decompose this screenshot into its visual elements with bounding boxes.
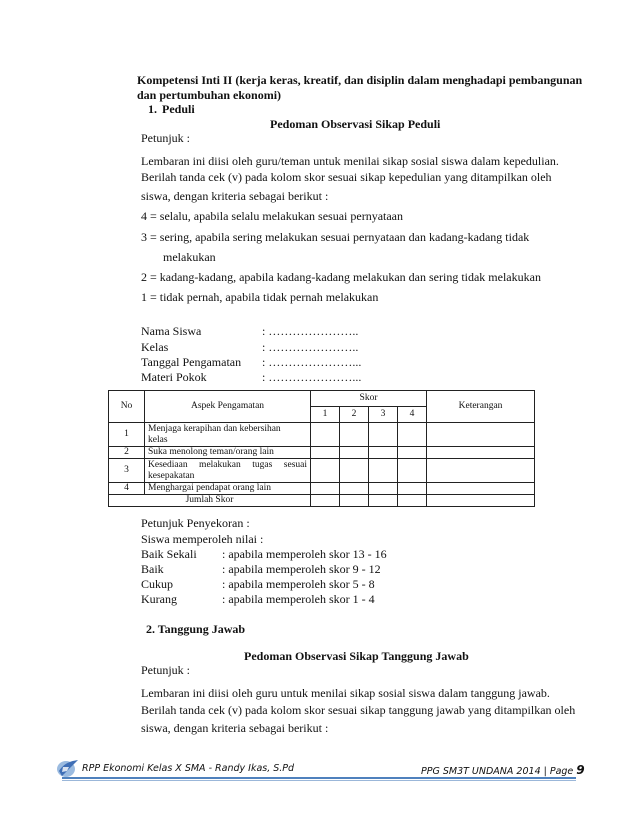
row-aspek: Menghargai pendapat orang lain	[145, 483, 311, 495]
total-keterangan-cell[interactable]	[427, 495, 535, 507]
total-label: Jumlah Skor	[109, 495, 311, 507]
grade-baik-rule: : apabila memperoleh skor 9 - 12	[222, 562, 381, 576]
score-cell[interactable]	[369, 447, 398, 459]
row-aspek-line2: kelas	[148, 434, 168, 445]
grade-baik-sekali: Baik Sekali	[141, 547, 197, 561]
footer-logo-icon	[56, 757, 80, 779]
identity-value-nama: : …………………..	[262, 324, 359, 338]
row-no: 1	[109, 423, 145, 447]
skor-col-2: 2	[340, 407, 369, 423]
identity-value-materi: : …………………...	[262, 370, 362, 384]
keterangan-cell[interactable]	[427, 459, 535, 483]
identity-label-kelas: Kelas	[141, 340, 169, 354]
section1-number: 1.	[148, 102, 157, 116]
grade-baik: Baik	[141, 562, 164, 576]
section2-paragraph1: Lembaran ini diisi oleh guru untuk menilai sikap sosial siswa dalam tanggung jawab.	[141, 686, 550, 700]
row-aspek	[145, 423, 311, 447]
skor-col-1: 1	[311, 407, 340, 423]
grade-kurang-rule: : apabila memperoleh skor 1 - 4	[222, 592, 375, 606]
section2-paragraph2a: Berilah tanda cek (v) pada kolom skor sesuai sikap tanggung jawab yang ditampilkan oleh	[141, 703, 576, 717]
section1-petunjuk: Petunjuk :	[141, 131, 191, 145]
table-row	[109, 423, 535, 447]
footer-left-text: RPP Ekonomi Kelas X SMA - Randy Ikas, S.Pd	[82, 763, 295, 774]
header-no: No	[109, 391, 145, 423]
table-row	[109, 483, 535, 495]
footer-right-text	[421, 763, 585, 777]
score-cell[interactable]	[340, 423, 369, 447]
score-cell[interactable]	[398, 423, 427, 447]
criteria-1: 1 = tidak pernah, apabila tidak pernah melakukan	[141, 290, 379, 304]
header-keterangan: Keterangan	[427, 391, 535, 423]
total-cell[interactable]	[369, 495, 398, 507]
section1-paragraph2a: Berilah tanda cek (v) pada kolom skor sesuai sikap kepedulian yang ditampilkan oleh	[141, 170, 552, 184]
criteria-4: 4 = selalu, apabila selalu melakukan sesuai pernyataan	[141, 209, 404, 223]
grade-cukup: Cukup	[141, 577, 174, 591]
score-cell[interactable]	[340, 483, 369, 495]
keterangan-cell[interactable]	[427, 423, 535, 447]
row-no: 4	[109, 483, 145, 495]
scoring-subtitle: Siswa memperoleh nilai :	[141, 532, 264, 546]
score-cell[interactable]	[311, 483, 340, 495]
grade-kurang: Kurang	[141, 592, 177, 606]
score-cell[interactable]	[369, 459, 398, 483]
competency-heading-line1: Kompetensi Inti II (kerja keras, kreatif, dan disiplin dalam menghadapi pembangunan	[137, 73, 583, 87]
row-aspek-line2: kesepakatan	[148, 470, 195, 481]
keterangan-cell[interactable]	[427, 483, 535, 495]
identity-value-kelas: : …………………..	[262, 340, 359, 354]
section2-paragraph2b: siswa, dengan kriteria sebagai berikut :	[141, 721, 329, 735]
row-aspek	[145, 459, 311, 483]
footer-divider-thin	[62, 780, 576, 781]
section1-paragraph2b: siswa, dengan kriteria sebagai berikut :	[141, 189, 329, 203]
score-cell[interactable]	[340, 459, 369, 483]
criteria-2: 2 = kadang-kadang, apabila kadang-kadang melakukan dan sering tidak melakukan	[141, 270, 541, 284]
identity-label-materi: Materi Pokok	[141, 370, 207, 384]
total-cell[interactable]	[340, 495, 369, 507]
total-cell[interactable]	[398, 495, 427, 507]
section1-paragraph1: Lembaran ini diisi oleh guru/teman untuk menilai sikap sosial siswa dalam kepedulian.	[141, 154, 559, 168]
score-cell[interactable]	[311, 423, 340, 447]
criteria-3b: melakukan	[163, 250, 216, 264]
row-aspek-line1: Kesediaan melakukan tugas sesuai	[148, 459, 307, 470]
section2-title: 2. Tanggung Jawab	[146, 622, 246, 636]
table-row	[109, 447, 535, 459]
score-cell[interactable]	[369, 483, 398, 495]
total-cell[interactable]	[311, 495, 340, 507]
scoring-title: Petunjuk Penyekoran :	[141, 516, 250, 530]
grade-cukup-rule: : apabila memperoleh skor 5 - 8	[222, 577, 375, 591]
footer-divider	[62, 777, 576, 779]
footer-right-label: PPG SM3T UNDANA 2014 | Page	[421, 766, 577, 777]
identity-label-tanggal: Tanggal Pengamatan	[141, 355, 242, 369]
header-skor: Skor	[311, 391, 427, 407]
row-aspek: Suka menolong teman/orang lain	[145, 447, 311, 459]
score-cell[interactable]	[398, 483, 427, 495]
header-aspek: Aspek Pengamatan	[145, 391, 311, 423]
skor-col-4: 4	[398, 407, 427, 423]
score-cell[interactable]	[398, 459, 427, 483]
section1-title: Peduli	[162, 102, 195, 116]
score-cell[interactable]	[340, 447, 369, 459]
competency-heading-line2: dan pertumbuhan ekonomi)	[137, 88, 282, 102]
score-cell[interactable]	[311, 459, 340, 483]
section2-guide-title: Pedoman Observasi Sikap Tanggung Jawab	[244, 649, 469, 663]
score-cell[interactable]	[369, 423, 398, 447]
section2-petunjuk: Petunjuk :	[141, 663, 191, 677]
table-row	[109, 459, 535, 483]
score-cell[interactable]	[311, 447, 340, 459]
criteria-3a: 3 = sering, apabila sering melakukan sesuai pernyataan dan kadang-kadang tidak	[141, 230, 530, 244]
page-number: 9	[576, 763, 585, 777]
table-total-row	[109, 495, 535, 507]
keterangan-cell[interactable]	[427, 447, 535, 459]
identity-value-tanggal: : …………………...	[262, 355, 362, 369]
section1-guide-title: Pedoman Observasi Sikap Peduli	[270, 117, 441, 131]
row-aspek-line1: Menjaga kerapihan dan kebersihan	[148, 423, 281, 434]
skor-col-3: 3	[369, 407, 398, 423]
score-cell[interactable]	[398, 447, 427, 459]
grade-baik-sekali-rule: : apabila memperoleh skor 13 - 16	[222, 547, 387, 561]
row-no: 2	[109, 447, 145, 459]
identity-label-nama: Nama Siswa	[141, 324, 202, 338]
row-no: 3	[109, 459, 145, 483]
observation-table	[108, 390, 535, 507]
